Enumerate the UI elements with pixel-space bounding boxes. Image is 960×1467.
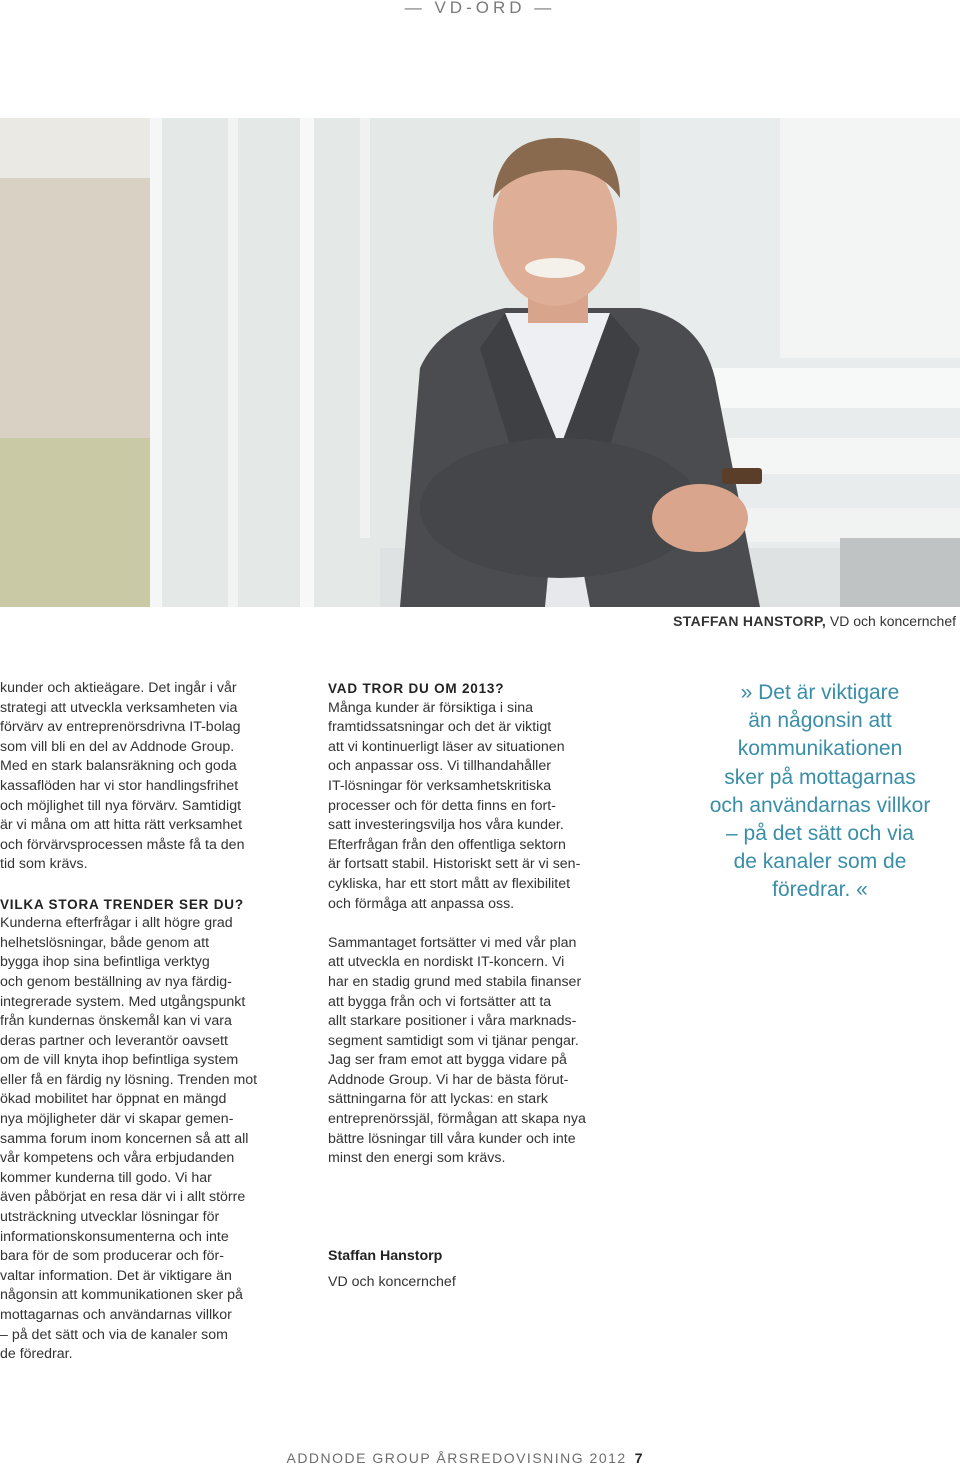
- footer-label: ADDNODE GROUP ÅRSREDOVISNING 2012: [286, 1450, 627, 1466]
- line: valtar information. Det är viktigare än: [0, 1267, 232, 1284]
- pull-quote: [672, 679, 960, 905]
- paragraph-intro: [0, 679, 300, 875]
- line: helhetslösningar, både genom att: [0, 934, 210, 951]
- line: bättre lösningar till våra kunder och inte: [328, 1130, 576, 1147]
- line: integrerade system. Med utgångspunkt: [0, 993, 246, 1010]
- line: framtidssatsningar och det är viktigt: [328, 719, 552, 736]
- heading-trends: VILKA STORA TRENDER SER DU?: [0, 896, 244, 912]
- line: kommer kunderna till godo. Vi har: [0, 1169, 212, 1186]
- line: har en stadig grund med stabila finanser: [328, 973, 582, 990]
- line: – på det sätt och via de kanaler som: [0, 1326, 228, 1343]
- line: samma forum inom koncernen så att all: [0, 1130, 249, 1147]
- quote-line: föredrar. «: [772, 878, 868, 902]
- line: processer och för detta finns en fort-: [328, 797, 556, 814]
- line: sättningarna för att lyckas: en stark: [328, 1091, 549, 1108]
- text-column-left: [0, 679, 300, 1365]
- line: kassaflöden har vi stor handlingsfrihet: [0, 777, 239, 794]
- line: någonsin att kommunikationen sker på: [0, 1287, 243, 1304]
- line: nya möjligheter där vi skapar gemen-: [0, 1111, 234, 1128]
- line: strategi att utveckla verksamheten via: [0, 699, 238, 716]
- quote-line: – på det sätt och via: [726, 822, 914, 846]
- quote-line: och användarnas villkor: [709, 793, 931, 817]
- line: informationskonsumenterna och inte: [0, 1228, 229, 1245]
- line: satt investeringsvilja hos våra kunder.: [328, 817, 564, 834]
- section-label: — VD-ORD —: [404, 0, 556, 17]
- line: vår kompetens och våra erbjudanden: [0, 1150, 235, 1167]
- portrait-photo: [0, 118, 960, 607]
- photo-caption: [673, 613, 956, 629]
- line: minst den energi som krävs.: [328, 1150, 506, 1167]
- line: entreprenörssjäl, förmågan att skapa nya: [328, 1111, 586, 1128]
- page-number: 7: [634, 1450, 644, 1466]
- line: ökad mobilitet har öppnat en mängd: [0, 1091, 227, 1108]
- line: även påbörjat en resa där vi i allt större: [0, 1189, 246, 1206]
- line: att vi kontinuerligt läser av situationen: [328, 738, 565, 755]
- text-column-middle: [328, 679, 628, 1292]
- line: som vill bli en del av Addnode Group.: [0, 738, 235, 755]
- line: IT-lösningar för verksamhetskritiska: [328, 777, 552, 794]
- paragraph-trends: [0, 914, 300, 1365]
- line: att utveckla en nordiskt IT-koncern. Vi: [328, 954, 565, 971]
- heading-2013: VAD TROR DU OM 2013?: [328, 681, 505, 696]
- quote-line: » Det är viktigare: [740, 681, 900, 704]
- line: och möjlighet till nya förvärv. Samtidigt: [0, 797, 242, 814]
- line: deras partner och leverantör oavsett: [0, 1032, 228, 1049]
- line: om de vill knyta ihop befintliga system: [0, 1052, 239, 1069]
- caption-role: VD och koncernchef: [829, 613, 956, 629]
- line: från kundernas önskemål kan vi vara: [0, 1013, 232, 1030]
- line: allt starkare positioner i våra marknads-: [328, 1013, 577, 1030]
- signature-name: Staffan Hanstorp: [328, 1248, 443, 1265]
- line: och genom beställning av nya färdig-: [0, 973, 232, 990]
- line: bygga ihop sina befintliga verktyg: [0, 954, 210, 971]
- line: att bygga från och vi fortsätter att ta: [328, 993, 552, 1010]
- portrait-illustration: [0, 118, 960, 607]
- line: mottagarnas och användarnas villkor: [0, 1307, 232, 1323]
- line: Många kunder är försiktiga i sina: [328, 699, 534, 716]
- line: segment samtidigt som vi tjänar pengar.: [328, 1032, 579, 1049]
- line: Addnode Group. Vi har de bästa förut-: [328, 1071, 569, 1088]
- line: bara för de som producerar och för-: [0, 1248, 224, 1265]
- line: och förmåga att anpassa oss.: [328, 895, 515, 912]
- line: Efterfrågan från den offentliga sektorn: [328, 836, 566, 853]
- quote-line: kommunikationen: [737, 737, 903, 761]
- paragraph-summary: [328, 934, 628, 1169]
- signature-role: VD och koncernchef: [328, 1273, 456, 1290]
- paragraph-outlook: [328, 699, 628, 915]
- page-footer: [286, 1450, 644, 1466]
- line: cykliska, har ett stort mått av flexibilitet: [328, 875, 571, 892]
- line: utsträckning utvecklar lösningar för: [0, 1209, 220, 1226]
- line: förvärv av entreprenörsdrivna IT-bolag: [0, 719, 241, 736]
- line: kunder och aktieägare. Det ingår i vår: [0, 680, 237, 696]
- line: Sammantaget fortsätter vi med vår plan: [328, 934, 577, 951]
- quote-line: än någonsin att: [748, 709, 892, 733]
- line: Med en stark balansräkning och goda: [0, 758, 237, 775]
- line: och förvärvsprocessen måste få ta den: [0, 836, 245, 853]
- line: och anpassar oss. Vi tillhandahåller: [328, 758, 551, 775]
- line: Kunderna efterfrågar i allt högre grad: [0, 915, 233, 932]
- line: Jag ser fram emot att bygga vidare på: [328, 1052, 567, 1069]
- line: är fortsatt stabil. Historiskt sett är vi sen-: [328, 856, 581, 873]
- line: är vi måna om att hitta rätt verksamhet: [0, 817, 243, 834]
- line: tid som krävs.: [0, 856, 88, 873]
- caption-name: STAFFAN HANSTORP,: [673, 613, 827, 629]
- line: eller få en färdig ny lösning. Trenden mot: [0, 1071, 258, 1088]
- line: de föredrar.: [0, 1346, 73, 1363]
- quote-line: sker på mottagarnas: [724, 765, 916, 789]
- quote-line: de kanaler som de: [733, 850, 907, 874]
